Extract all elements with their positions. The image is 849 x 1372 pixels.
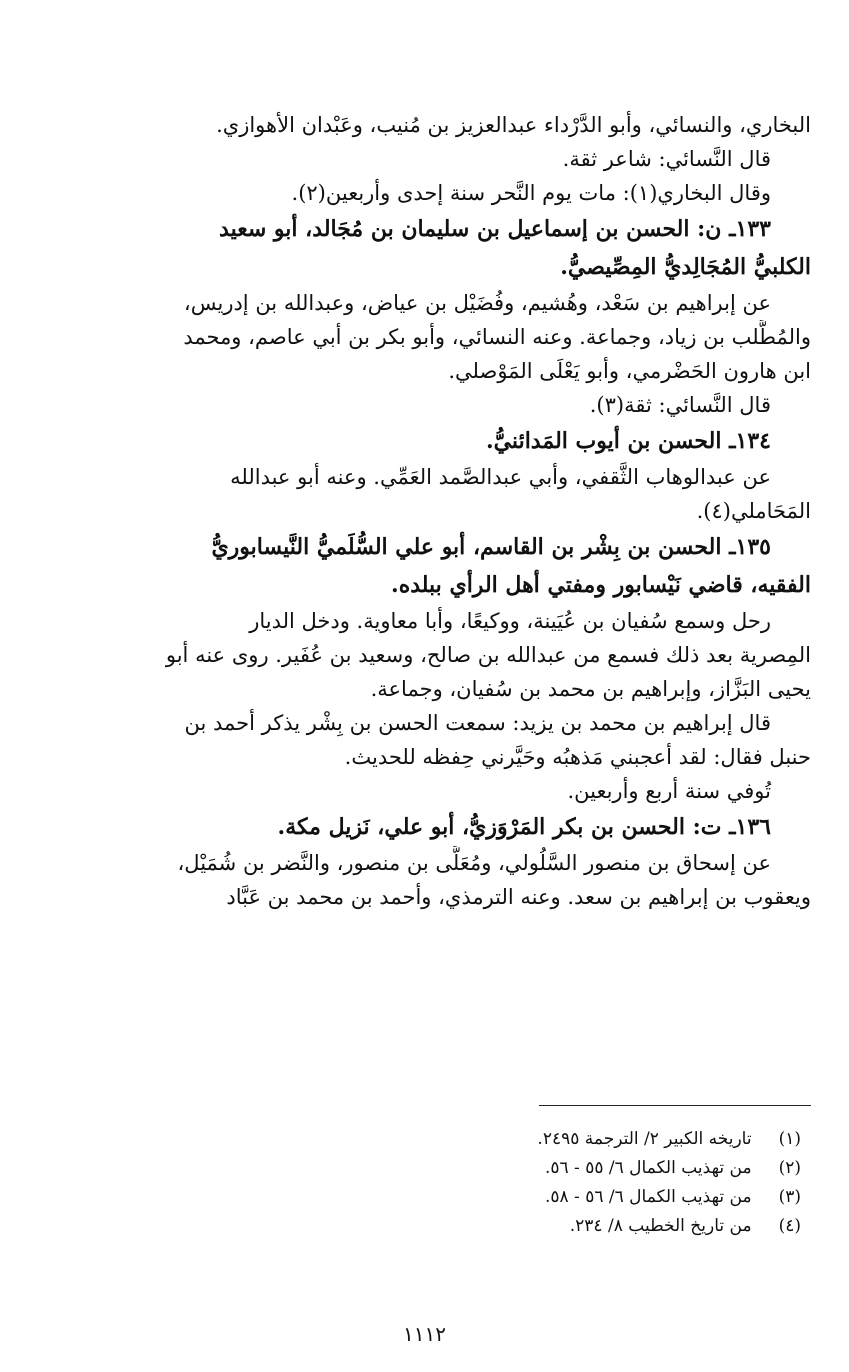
text-line: تُوفي سنة أربع وأربعين. (567, 779, 771, 803)
footnote-number: (١) (778, 1129, 801, 1149)
entry-heading: الفقيه، قاضي نَيْسابور ومفتي أهل الرأي ببلده. (391, 572, 811, 598)
text-line: عن إبراهيم بن سَعْد، وهُشيم، وفُضَيْل بن عياض، وعبدالله بن إدريس، (183, 291, 771, 315)
text-line: عن إسحاق بن منصور السَّلُولي، ومُعَلَّى بن منصور، والنَّضر بن شُمَيْل، (177, 851, 771, 875)
text-line: ابن هارون الحَضْرمي، وأبو يَعْلَى المَوْصلي. (448, 359, 811, 383)
text-line: حنبل فقال: لقد أعجبني مَذهبُه وحَيَّرني حِفظه للحديث. (344, 745, 811, 769)
footnote-number: (٤) (778, 1216, 801, 1236)
main-text (38, 108, 811, 914)
footnote-separator (539, 1105, 811, 1106)
footnote-number: (٣) (778, 1187, 801, 1207)
text-line: رحل وسمع سُفيان بن عُيَينة، ووكيعًا، وأبا معاوية. ودخل الديار (249, 609, 771, 633)
footnote-text: من تاريخ الخطيب ٨/ ٢٣٤. (569, 1216, 752, 1236)
footnote-text: تاريخه الكبير ٢/ الترجمة ٢٤٩٥. (537, 1129, 752, 1149)
footnote (38, 1183, 801, 1212)
text-line: عن عبدالوهاب الثَّقفي، وأبي عبدالصَّمد العَمِّي. وعنه أبو عبدالله (230, 465, 771, 489)
entry-heading: ١٣٤ـ الحسن بن أيوب المَدائنيُّ. (485, 428, 771, 454)
footnote (38, 1125, 801, 1154)
text-line: البخاري، والنسائي، وأبو الدَّرْداء عبدالعزيز بن مُنيب، وعَبْدان الأهوازي. (216, 113, 811, 137)
entry-heading: ١٣٣ـ ن: الحسن بن إسماعيل بن سليمان بن مُجَالد، أبو سعيد (219, 216, 771, 242)
footnote (38, 1212, 801, 1241)
entry-heading: ١٣٥ـ الحسن بن بِشْر بن القاسم، أبو علي السُّلَميُّ النَّيسابوريُّ (211, 534, 771, 560)
text-line: المَحَاملي(٤). (696, 499, 811, 523)
text-line: يحيى البَزَّاز، وإبراهيم بن محمد بن سُفيان، وجماعة. (370, 677, 811, 701)
text-line: قال النَّسائي: ثقة(٣). (589, 393, 771, 417)
entry-heading: الكلبيُّ المُجَالِديُّ المِصِّيصيُّ. (560, 254, 811, 280)
footnote-text: من تهذيب الكمال ٦/ ٥٥ - ٥٦. (544, 1158, 752, 1178)
footnote (38, 1154, 801, 1183)
page-number: ١١١٢ (403, 1322, 446, 1346)
text-line: والمُطَّلب بن زياد، وجماعة. وعنه النسائي، وأبو بكر بن أبي عاصم، ومحمد (183, 325, 811, 349)
entry-heading: ١٣٦ـ ت: الحسن بن بكر المَرْوَزيُّ، أبو علي، نَزيل مكة. (277, 814, 771, 840)
footnotes (38, 1125, 801, 1241)
footnote-text: من تهذيب الكمال ٦/ ٥٦ - ٥٨. (544, 1187, 752, 1207)
text-line: ويعقوب بن إبراهيم بن سعد. وعنه الترمذي، وأحمد بن محمد بن عَبَّاد (226, 885, 811, 909)
text-line: المِصرية بعد ذلك فسمع من عبدالله بن صالح، وسعيد بن عُفَير. روى عنه أبو (165, 643, 811, 667)
text-line: وقال البخاري(١): مات يوم النَّحر سنة إحدى وأربعين(٢). (291, 181, 771, 205)
footnote-number: (٢) (778, 1158, 801, 1178)
text-line: قال النَّسائي: شاعر ثقة. (562, 147, 771, 171)
text-line: قال إبراهيم بن محمد بن يزيد: سمعت الحسن بن بِشْر يذكر أحمد بن (184, 711, 771, 735)
